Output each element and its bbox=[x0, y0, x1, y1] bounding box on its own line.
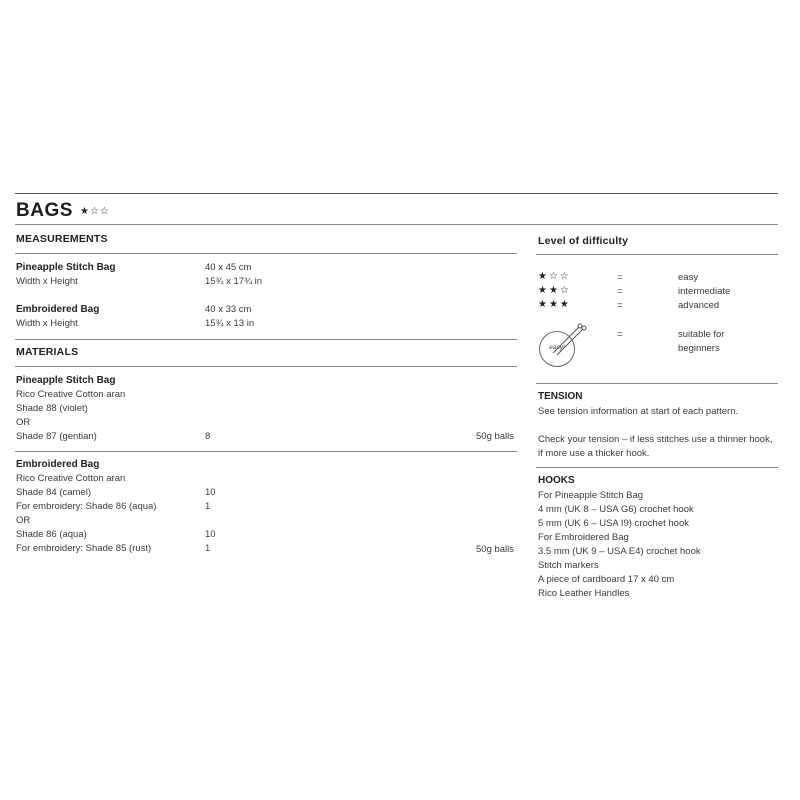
materials-embroidered-row-qty: 10 bbox=[205, 529, 216, 540]
materials-top-rule bbox=[15, 339, 517, 340]
hooks-line: Stitch markers bbox=[538, 560, 599, 571]
difficulty-label-easy: easy bbox=[678, 272, 699, 283]
difficulty-label-advanced: advanced bbox=[678, 300, 720, 311]
easy-badge bbox=[539, 323, 589, 369]
hooks-line: 3.5 mm (UK 9 – USA E4) crochet hook bbox=[538, 546, 701, 557]
difficulty-rule bbox=[536, 254, 778, 255]
hooks-line: A piece of cardboard 17 x 40 cm bbox=[538, 574, 675, 585]
measurement-name-embroidered: Embroidered Bag bbox=[16, 304, 100, 315]
hooks-line: Rico Leather Handles bbox=[538, 588, 630, 599]
difficulty-stars-intermediate: ★★☆ bbox=[538, 285, 571, 296]
materials-rule bbox=[15, 366, 517, 367]
difficulty-badge-eq: = bbox=[617, 329, 623, 340]
difficulty-stars-easy: ★☆☆ bbox=[538, 271, 571, 282]
materials-pineapple-qty: 8 bbox=[205, 431, 211, 442]
hooks-line: 4 mm (UK 8 – USA G6) crochet hook bbox=[538, 504, 694, 515]
materials-embroidered-name: Embroidered Bag bbox=[16, 459, 100, 470]
materials-embroidered-yarn: Rico Creative Cotton aran bbox=[16, 473, 126, 484]
difficulty-label-intermediate: intermediate bbox=[678, 286, 731, 297]
difficulty-eq: = bbox=[617, 300, 623, 311]
materials-pineapple-shade2: Shade 87 (gentian) bbox=[16, 431, 97, 442]
tension-line3: if more use a thicker hook. bbox=[538, 448, 650, 459]
materials-embroidered-row-label: Shade 86 (aqua) bbox=[16, 529, 87, 540]
measurement-label-pineapple: Width x Height bbox=[16, 276, 78, 287]
difficulty-heading: Level of difficulty bbox=[538, 235, 629, 247]
materials-embroidered-unit: 50g balls bbox=[476, 544, 515, 555]
materials-pineapple-unit: 50g balls bbox=[476, 431, 515, 442]
materials-embroidered-row-qty: 1 bbox=[205, 501, 211, 512]
page-title: BAGS bbox=[16, 200, 73, 221]
tension-line1: See tension information at start of each pattern. bbox=[538, 406, 739, 417]
title-difficulty-stars: ★☆☆ bbox=[80, 206, 110, 217]
measurements-heading: MEASUREMENTS bbox=[16, 233, 108, 245]
hooks-top-rule bbox=[536, 467, 778, 468]
difficulty-badge-label2: beginners bbox=[678, 343, 720, 354]
measurement-size-pineapple: 40 x 45 cm bbox=[205, 262, 252, 273]
materials-divider-rule bbox=[15, 451, 517, 452]
materials-heading: MATERIALS bbox=[16, 346, 79, 358]
materials-pineapple-yarn: Rico Creative Cotton aran bbox=[16, 389, 126, 400]
measurement-label-embroidered: Width x Height bbox=[16, 318, 78, 329]
measurements-rule bbox=[15, 253, 517, 254]
tension-top-rule bbox=[536, 383, 778, 384]
measurement-size-embroidered: 40 x 33 cm bbox=[205, 304, 252, 315]
difficulty-stars-advanced: ★★★ bbox=[538, 299, 571, 310]
materials-embroidered-row-label: OR bbox=[16, 515, 31, 526]
tension-line2: Check your tension – if less stitches use a thinner hook, bbox=[538, 434, 773, 445]
materials-embroidered-row-label: For embroidery: Shade 85 (rust) bbox=[16, 543, 152, 554]
hooks-line: For Embroidered Bag bbox=[538, 532, 629, 543]
easy-badge-label: easy! bbox=[549, 344, 565, 351]
materials-pineapple-name: Pineapple Stitch Bag bbox=[16, 375, 116, 386]
measurement-size-in-pineapple: 15¾ x 17¾ in bbox=[205, 276, 263, 287]
difficulty-eq: = bbox=[617, 272, 623, 283]
difficulty-badge-label1: suitable for bbox=[678, 329, 725, 340]
materials-embroidered-row-qty: 10 bbox=[205, 487, 216, 498]
hooks-heading: HOOKS bbox=[538, 475, 575, 486]
hooks-line: 5 mm (UK 6 – USA I9) crochet hook bbox=[538, 518, 690, 529]
materials-embroidered-row-label: Shade 84 (camel) bbox=[16, 487, 91, 498]
materials-embroidered-row-qty: 1 bbox=[205, 543, 211, 554]
materials-pineapple-shade1: Shade 88 (violet) bbox=[16, 403, 88, 414]
top-rule bbox=[15, 193, 778, 194]
measurement-size-in-embroidered: 15¾ x 13 in bbox=[205, 318, 255, 329]
hooks-line: For Pineapple Stitch Bag bbox=[538, 490, 644, 501]
difficulty-eq: = bbox=[617, 286, 623, 297]
materials-pineapple-or: OR bbox=[16, 417, 31, 428]
measurement-name-pineapple: Pineapple Stitch Bag bbox=[16, 262, 116, 273]
materials-embroidered-row-label: For embroidery: Shade 86 (aqua) bbox=[16, 501, 157, 512]
tension-heading: TENSION bbox=[538, 391, 583, 402]
title-underline-rule bbox=[15, 224, 778, 225]
